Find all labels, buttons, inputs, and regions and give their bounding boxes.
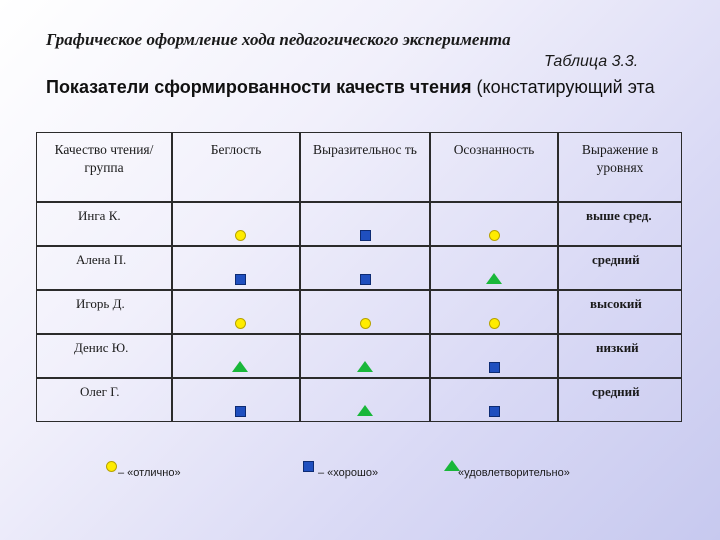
col-header-quality: Качество чтения/группа	[36, 132, 172, 202]
col-header-awareness: Осознанность	[430, 132, 558, 202]
legend-circle-icon	[106, 461, 117, 472]
col-header-fluency: Беглость	[172, 132, 300, 202]
circle-mark-icon	[360, 318, 371, 329]
row-level: средний	[592, 252, 640, 267]
col-header-expressiveness: Выразительнос ть	[300, 132, 430, 202]
circle-mark-icon	[235, 318, 246, 329]
triangle-mark-icon	[486, 273, 502, 284]
table-caption: Таблица 3.3.	[544, 53, 639, 70]
row-name: Инга К.	[78, 208, 121, 223]
legend-square-icon	[303, 461, 314, 472]
square-mark-icon	[235, 274, 246, 285]
results-table	[36, 132, 682, 422]
triangle-mark-icon	[357, 361, 373, 372]
square-mark-icon	[489, 362, 500, 373]
triangle-mark-icon	[357, 405, 373, 416]
heading-main: Показатели сформированности качеств чтения	[46, 77, 472, 97]
square-mark-icon	[360, 230, 371, 241]
square-mark-icon	[489, 406, 500, 417]
circle-mark-icon	[235, 230, 246, 241]
row-level: выше сред.	[586, 208, 652, 223]
row-level: высокий	[590, 296, 642, 311]
table-heading	[46, 77, 720, 98]
legend-good: – «хорошо»	[318, 467, 379, 479]
legend-satisfactory: «удовлетворительно»	[458, 467, 570, 479]
circle-mark-icon	[489, 230, 500, 241]
square-mark-icon	[360, 274, 371, 285]
legend-excellent: – «отлично»	[118, 467, 181, 479]
circle-mark-icon	[489, 318, 500, 329]
square-mark-icon	[235, 406, 246, 417]
row-name: Денис Ю.	[74, 340, 129, 355]
row-name: Игорь Д.	[76, 296, 125, 311]
triangle-mark-icon	[232, 361, 248, 372]
col-header-levels: Выражение в уровнях	[558, 132, 682, 202]
row-name: Олег Г.	[80, 384, 120, 399]
row-name: Алена П.	[76, 252, 127, 267]
heading-paren: (констатирующий эта	[476, 77, 655, 97]
row-level: низкий	[596, 340, 639, 355]
page-title: Графическое оформление хода педагогического эксперимента	[46, 30, 511, 49]
row-level: средний	[592, 384, 640, 399]
